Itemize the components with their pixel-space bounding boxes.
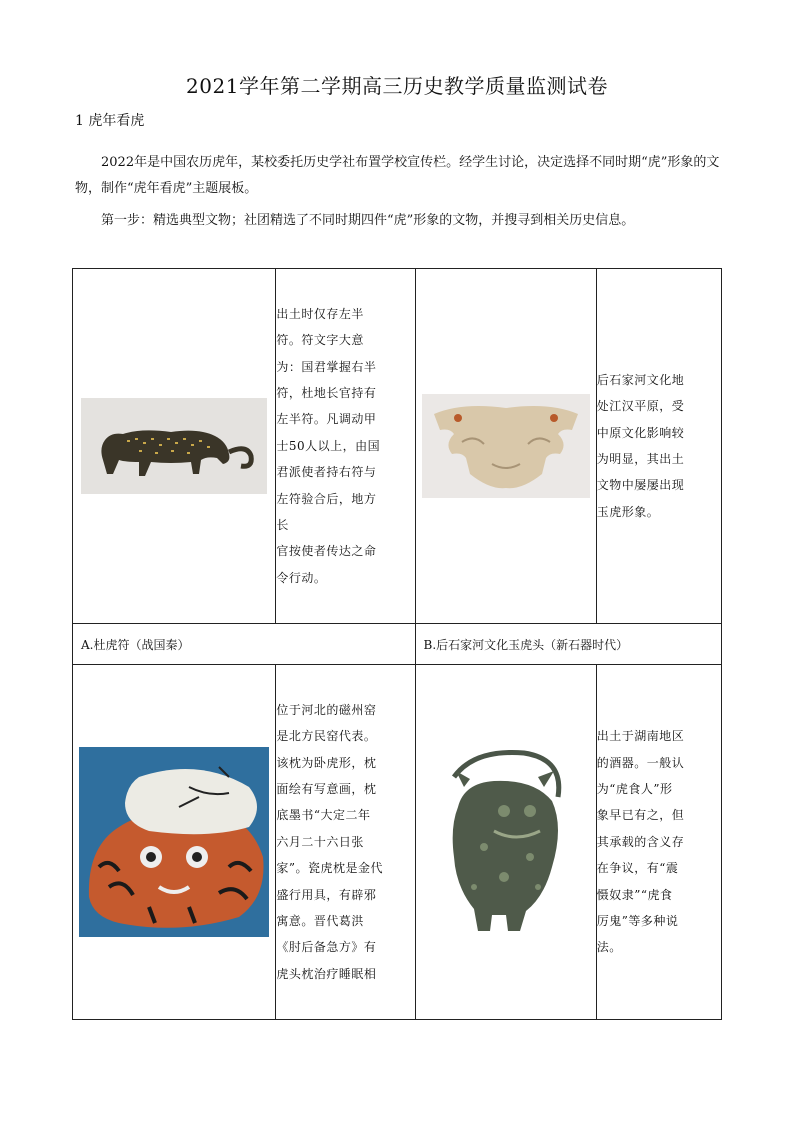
artifact-table [72, 268, 722, 1020]
artifact-c-image-cell [73, 665, 276, 1020]
question-heading: 1 虎年看虎 [75, 113, 145, 129]
artifact-b-image-cell [415, 269, 596, 624]
jade-tiger-head-image [422, 394, 590, 498]
step1-paragraph: 第一步：精选典型文物；社团精选了不同时期四件“虎”形象的文物，并搜寻到相关历史信息。 [101, 213, 635, 228]
artifact-a-caption: A.杜虎符（战国秦） [73, 624, 416, 665]
artifact-a-description: 出土时仅存左半 符。符文字大意 为：国君掌握右半 符，杜地长官持有 左半符。凡调动甲 士50人以上，由国 君派使者持右符与 左符验合后，地方 长 官按使者传达之命 令行动。 [276, 269, 415, 624]
artifact-d-description: 出土于湖南地区 的酒器。一般认 为“虎食人”形 象早已有之，但 其承载的含义存 在争议，有“震 慑奴隶”“虎食 厉鬼”等多种说 法。 [596, 665, 721, 1020]
bronze-tiger-vessel-image [434, 747, 578, 937]
artifact-a-image-cell [73, 269, 276, 624]
artifact-b-description: 后石家河文化地 处江汉平原，受 中原文化影响较 为明显，其出土 文物中屡屡出现 玉虎形象。 [596, 269, 721, 624]
artifact-c-description: 位于河北的磁州窑 是北方民窑代表。 该枕为卧虎形，枕 面绘有写意画，枕 底墨书“大定二年 六月二十六日张 家”。瓷虎枕是金代 盛行用具，有辟邪 寓意。晋代葛洪 《肘后备急方》有 虎头枕治疗睡眠相 [276, 665, 415, 1020]
artifact-b-caption: B.后石家河文化玉虎头（新石器时代） [415, 624, 721, 665]
intro-paragraph: 2022年是中国农历虎年，某校委托历史学社布置学校宣传栏。经学生讨论，决定选择不同时期“虎”形象的文物，制作“虎年看虎”主题展板。 [75, 155, 720, 196]
bronze-tiger-tally-image [81, 398, 267, 494]
page-title: 2021学年第二学期高三历史教学质量监测试卷 [186, 74, 608, 98]
artifact-d-image-cell [415, 665, 596, 1020]
porcelain-tiger-pillow-image [79, 747, 269, 937]
